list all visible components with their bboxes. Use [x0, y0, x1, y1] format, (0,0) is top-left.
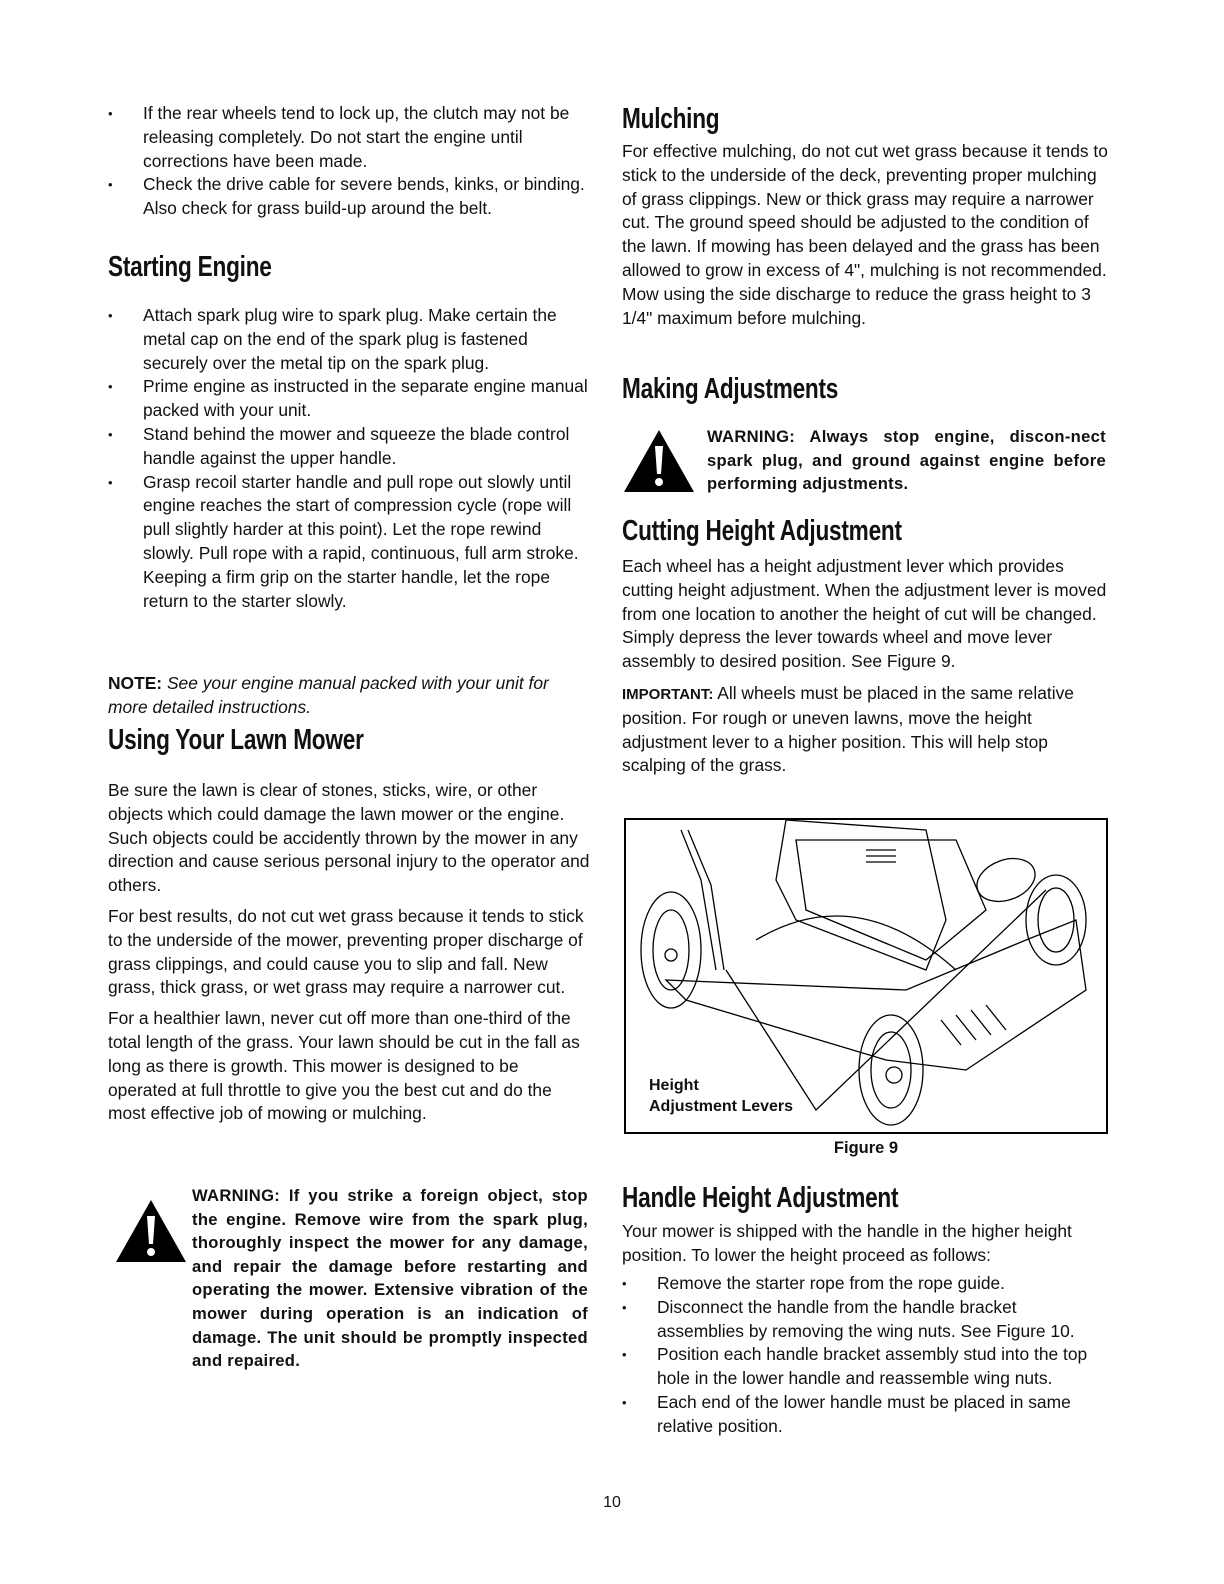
list-item: • Position each handle bracket assembly stud into the top hole in the lower handle and reassemble wing nuts.	[622, 1343, 1108, 1391]
list-item: • Disconnect the handle from the handle bracket assemblies by removing the wing nuts. See Figure 10.	[622, 1296, 1108, 1344]
list-item: • Each end of the lower handle must be placed in same relative position.	[622, 1391, 1108, 1439]
handle-text: Your mower is shipped with the handle in the higher height position. To lower the height proceed as follows:	[622, 1221, 1072, 1265]
paragraph: Be sure the lawn is clear of stones, sticks, wire, or other objects which could damage the lawn mower or the engine. Such objects could be accidently thrown by the mower in any direction and cause serious personal injury to the operator and others.	[108, 780, 590, 896]
warning-foreign-object	[108, 1184, 590, 1404]
using-text	[108, 779, 590, 1133]
list-item: • Remove the starter rope from the rope guide.	[622, 1272, 1108, 1296]
figure-9-mower	[624, 818, 1108, 1134]
list-item: • Prime engine as instructed in the separate engine manual packed with your unit.	[108, 375, 590, 423]
figure-label-line: Adjustment Levers	[649, 1098, 794, 1115]
heading-making-adjustments: Making Adjustments	[622, 373, 839, 405]
important-text: All wheels must be placed in the same relative position. For rough or uneven lawns, move the height adjustment lever to a higher position. This will help stop scalping of the grass.	[622, 682, 1074, 776]
heading-mulching: Mulching	[622, 103, 720, 135]
warning-text: WARNING: Always stop engine, discon-nect spark plug, and ground against engine before performing adjustments.	[707, 427, 1106, 494]
figure-caption: Figure 9	[833, 1139, 899, 1157]
paragraph: For a healthier lawn, never cut off more than one-third of the total length of the grass. Your lawn should be cut in the fall as long as there is growth. This mower is designed to be operated at full throttle to give you the best cut and do the most effective job of mowing or mulching.	[108, 1008, 580, 1124]
warning-triangle-icon	[114, 1198, 188, 1264]
paragraph: For best results, do not cut wet grass because it tends to stick to the underside of the mower, preventing proper discharge of grass clippings, and could cause you to slip and fall. New grass, thick grass, or wet grass may require a narrower cut.	[108, 905, 584, 998]
heading-handle-height: Handle Height Adjustment	[622, 1182, 899, 1214]
heading-using-lawn-mower: Using Your Lawn Mower	[108, 724, 364, 756]
page-number: 10	[603, 1494, 621, 1511]
note	[108, 672, 590, 720]
mulching-text: For effective mulching, do not cut wet grass because it tends to stick to the underside of the deck, preventing proper mulching of grass clippings. New or thick grass may require a narrower cut. The ground speed should be adjusted to the condition of the lawn. If mowing has been delayed and the grass has been allowed to grow in excess of 4", mulching is not recommended. Mow using the side discharge to reduce the grass height to 3 1/4" maximum before mulching.	[622, 141, 1108, 328]
paragraph: Each wheel has a height adjustment lever which provides cutting height adjustment. When the adjustment lever is moved from one location to another the height of cut will be changed. Simply depress the lever towards wheel and move lever assembly to desired position. See Figure 9.	[622, 556, 1107, 672]
important-paragraph	[622, 682, 1108, 778]
list-item: • Check the drive cable for severe bends, kinks, or binding. Also check for grass build-up around the belt.	[108, 173, 590, 221]
intro-bullets	[108, 102, 590, 221]
warning-adjustments	[622, 425, 1106, 500]
cutting-text	[622, 555, 1108, 785]
note-label: NOTE:	[108, 673, 163, 693]
list-item: • If the rear wheels tend to lock up, the clutch may not be releasing completely. Do not start the engine until corrections have been made.	[108, 102, 590, 173]
list-item: • Stand behind the mower and squeeze the blade control handle against the upper handle.	[108, 423, 590, 471]
starting-engine-bullets	[108, 304, 590, 613]
list-item: • Attach spark plug wire to spark plug. Make certain the metal cap on the end of the spark plug is fastened securely over the metal tip on the spark plug.	[108, 304, 590, 375]
figure-label-line: Height	[649, 1077, 699, 1094]
heading-cutting-height: Cutting Height Adjustment	[622, 515, 902, 547]
warning-triangle-icon	[622, 428, 696, 494]
important-label: IMPORTANT:	[622, 685, 714, 703]
heading-starting-engine: Starting Engine	[108, 251, 272, 283]
figure-label	[649, 1075, 793, 1117]
handle-bullets	[622, 1272, 1108, 1439]
warning-text: WARNING: If you strike a foreign object, stop the engine. Remove wire from the spark plug, thoroughly inspect the mower for any damage, and repair the damage before restarting and operating the mower. Extensive vibration of the mower during operation is an indication of damage. The unit should be promptly inspected and repaired.	[192, 1186, 588, 1371]
note-text: See your engine manual packed with your unit for more detailed instructions.	[108, 673, 549, 717]
list-item: • Grasp recoil starter handle and pull rope out slowly until engine reaches the start of compression cycle (rope will pull slightly harder at this point). Let the rope rewind slowly. Pull rope with a rapid, continuous, full arm stroke. Keeping a firm grip on the starter handle, let the rope return to the starter slowly.	[108, 471, 590, 614]
